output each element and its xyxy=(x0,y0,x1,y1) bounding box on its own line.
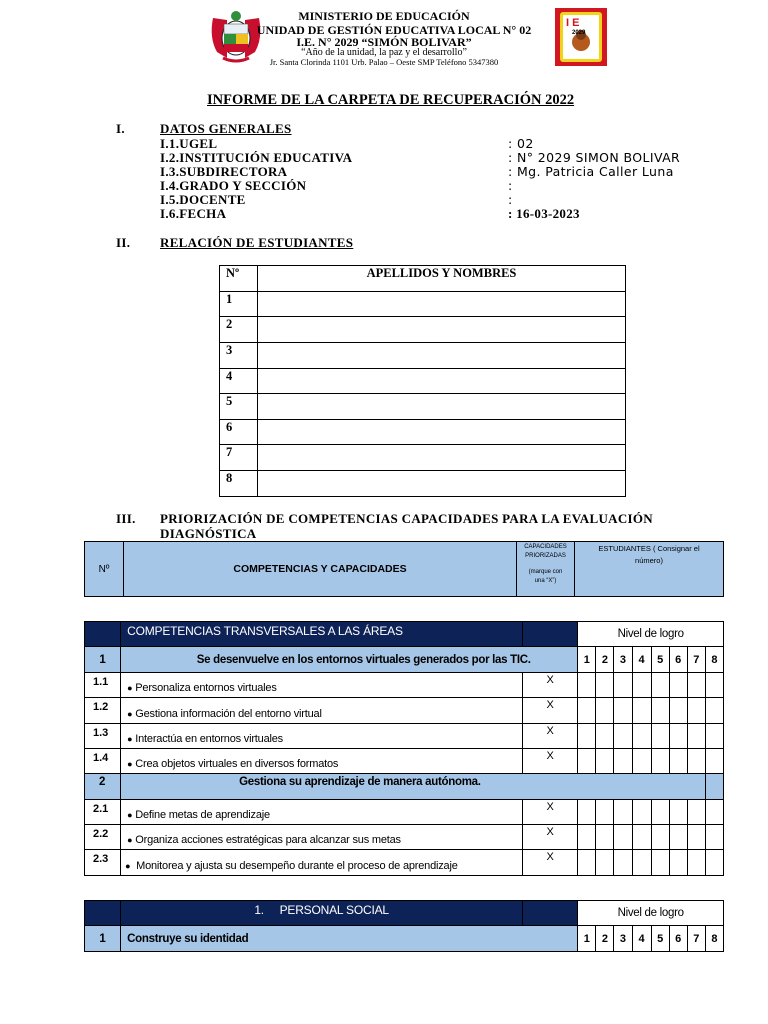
student-name-cell[interactable] xyxy=(258,420,626,445)
personal-comp1-num: 1 xyxy=(85,926,121,952)
student-row-num: 1 xyxy=(220,292,258,317)
student-row-num: 8 xyxy=(220,471,258,497)
section3-heading-line1: PRIORIZACIÓN DE COMPETENCIAS CAPACIDADES PARA LA EVALUACIÓN xyxy=(160,511,653,526)
capacity-row xyxy=(85,800,724,825)
cap-num: 1.4 xyxy=(85,749,121,774)
motto: “Año de la unidad, la paz y el desarrollo” xyxy=(301,47,467,58)
level-8: 8 xyxy=(705,647,723,673)
level-1: 1 xyxy=(578,926,596,952)
cap-mark[interactable]: X xyxy=(523,698,578,724)
logo-letters: I E xyxy=(566,17,580,29)
student-row-num: 6 xyxy=(220,420,258,445)
personal-title-num xyxy=(85,901,121,926)
cap-mark[interactable]: X xyxy=(523,724,578,749)
level-6: 6 xyxy=(669,647,687,673)
section3-heading-line2: DIAGNÓSTICA xyxy=(160,526,257,541)
school-logo xyxy=(555,8,607,66)
level-4: 4 xyxy=(632,926,651,952)
cap-text: ● Monitorea y ajusta su desempeño durante el proceso de aprendizaje xyxy=(121,850,523,876)
competencies-header-table xyxy=(84,541,724,597)
student-row-num: 3 xyxy=(220,343,258,369)
level-6: 6 xyxy=(669,926,687,952)
ugel-name: UNIDAD DE GESTIÓN EDUCATIVA LOCAL N° 02 xyxy=(256,23,532,37)
field-value-date: : 16-03-2023 xyxy=(508,206,580,221)
comp-header-num: Nº xyxy=(85,542,124,597)
level-5: 5 xyxy=(651,926,669,952)
logo-year: 2029 xyxy=(572,30,586,36)
student-row-num: 7 xyxy=(220,445,258,471)
field-label-date: I.6.FECHA xyxy=(160,206,227,221)
capacity-row xyxy=(85,673,724,698)
students-col-num: Nº xyxy=(220,266,258,292)
cap-num: 2.1 xyxy=(85,800,121,825)
transversal-title-blank xyxy=(523,622,578,647)
student-name-cell[interactable] xyxy=(258,292,626,317)
section3-number: III. xyxy=(116,511,136,526)
capacity-row xyxy=(85,749,724,774)
section2-number: II. xyxy=(116,235,131,250)
cap-mark[interactable]: X xyxy=(523,673,578,698)
student-name-cell[interactable] xyxy=(258,394,626,420)
transversal-competencies-table xyxy=(84,621,724,876)
student-name-cell[interactable] xyxy=(258,343,626,369)
transversal-title: COMPETENCIAS TRANSVERSALES A LAS ÁREAS xyxy=(121,622,523,647)
comp2-text: Gestiona su aprendizaje de manera autónoma. xyxy=(121,774,706,800)
transversal-title-num xyxy=(85,622,121,647)
personal-nivel-logro: Nivel de logro xyxy=(578,901,724,926)
field-label-subdirector: I.3.SUBDIRECTORA xyxy=(160,164,288,179)
capacity-row xyxy=(85,850,724,876)
cap-text: ● Interactúa en entornos virtuales xyxy=(121,724,523,749)
students-col-names: APELLIDOS Y NOMBRES xyxy=(258,266,626,292)
field-value-ugel: : 02 xyxy=(508,136,534,151)
student-row-num: 2 xyxy=(220,317,258,343)
level-2: 2 xyxy=(596,647,614,673)
transversal-nivel-logro: Nivel de logro xyxy=(578,622,724,647)
cap-text: ● Organiza acciones estratégicas para alcanzar sus metas xyxy=(121,825,523,850)
field-label-grade: I.4.GRADO Y SECCIÓN xyxy=(160,178,307,193)
cap-mark[interactable]: X xyxy=(523,800,578,825)
level-1: 1 xyxy=(578,647,596,673)
comp2-num: 2 xyxy=(85,774,121,800)
section1-heading: DATOS GENERALES xyxy=(160,121,292,136)
comp2-end xyxy=(705,774,723,800)
field-label-teacher: I.5.DOCENTE xyxy=(160,192,246,207)
student-row-num: 4 xyxy=(220,369,258,394)
field-label-ugel: I.1.UGEL xyxy=(160,136,218,151)
capacity-row xyxy=(85,724,724,749)
personal-title: 1. PERSONAL SOCIAL xyxy=(121,901,523,926)
field-value-teacher: : xyxy=(508,192,513,207)
field-label-institution: I.2.INSTITUCIÓN EDUCATIVA xyxy=(160,150,353,165)
level-7: 7 xyxy=(687,647,705,673)
student-row-num: 5 xyxy=(220,394,258,420)
comp-header-students: ESTUDIANTES ( Consignar el número) xyxy=(575,542,724,597)
comp-header-competencies: COMPETENCIAS Y CAPACIDADES xyxy=(124,542,517,597)
cap-mark[interactable]: X xyxy=(523,850,578,876)
document-title: INFORME DE LA CARPETA DE RECUPERACIÓN 2022 xyxy=(207,92,575,108)
comp-header-prioritized: CAPACIDADES PRIORIZADAS (marque con una “X”) xyxy=(517,542,575,597)
cap-num: 1.1 xyxy=(85,673,121,698)
comp1-num: 1 xyxy=(85,647,121,673)
level-3: 3 xyxy=(614,647,632,673)
comp1-text: Se desenvuelve en los entornos virtuales generados por las TIC. xyxy=(121,647,578,673)
field-value-institution: : N° 2029 SIMON BOLIVAR xyxy=(508,150,681,165)
cap-num: 2.2 xyxy=(85,825,121,850)
cap-text: ● Gestiona información del entorno virtual xyxy=(121,698,523,724)
cap-text: ● Personaliza entornos virtuales xyxy=(121,673,523,698)
student-name-cell[interactable] xyxy=(258,445,626,471)
student-name-cell[interactable] xyxy=(258,317,626,343)
field-value-subdirector: : Mg. Patricia Caller Luna xyxy=(508,164,674,179)
school-name: I.E. N° 2029 “SIMÓN BOLIVAR” xyxy=(296,35,472,49)
personal-comp1-text: Construye su identidad xyxy=(121,926,578,952)
level-3: 3 xyxy=(614,926,632,952)
section1-number: I. xyxy=(116,121,125,136)
cap-text: ● Define metas de aprendizaje xyxy=(121,800,523,825)
level-2: 2 xyxy=(596,926,614,952)
cap-mark[interactable]: X xyxy=(523,825,578,850)
cap-num: 1.3 xyxy=(85,724,121,749)
cap-text: ● Crea objetos virtuales en diversos formatos xyxy=(121,749,523,774)
students-table xyxy=(219,265,626,497)
level-5: 5 xyxy=(651,647,669,673)
capacity-row xyxy=(85,825,724,850)
cap-num: 1.2 xyxy=(85,698,121,724)
student-name-cell[interactable] xyxy=(258,369,626,394)
capacity-row xyxy=(85,698,724,724)
school-address: Jr. Santa Clorinda 1101 Urb. Palao – Oeste SMP Teléfono 5347380 xyxy=(269,57,499,67)
cap-mark[interactable]: X xyxy=(523,749,578,774)
field-value-grade: : xyxy=(508,178,513,193)
level-8: 8 xyxy=(705,926,723,952)
personal-title-blank xyxy=(523,901,578,926)
student-name-cell[interactable] xyxy=(258,471,626,497)
cap-num: 2.3 xyxy=(85,850,121,876)
section2-heading: RELACIÓN DE ESTUDIANTES xyxy=(160,235,354,250)
level-4: 4 xyxy=(632,647,651,673)
ministry-name: MINISTERIO DE EDUCACIÓN xyxy=(298,9,470,23)
personal-social-table xyxy=(84,900,724,952)
level-7: 7 xyxy=(687,926,705,952)
